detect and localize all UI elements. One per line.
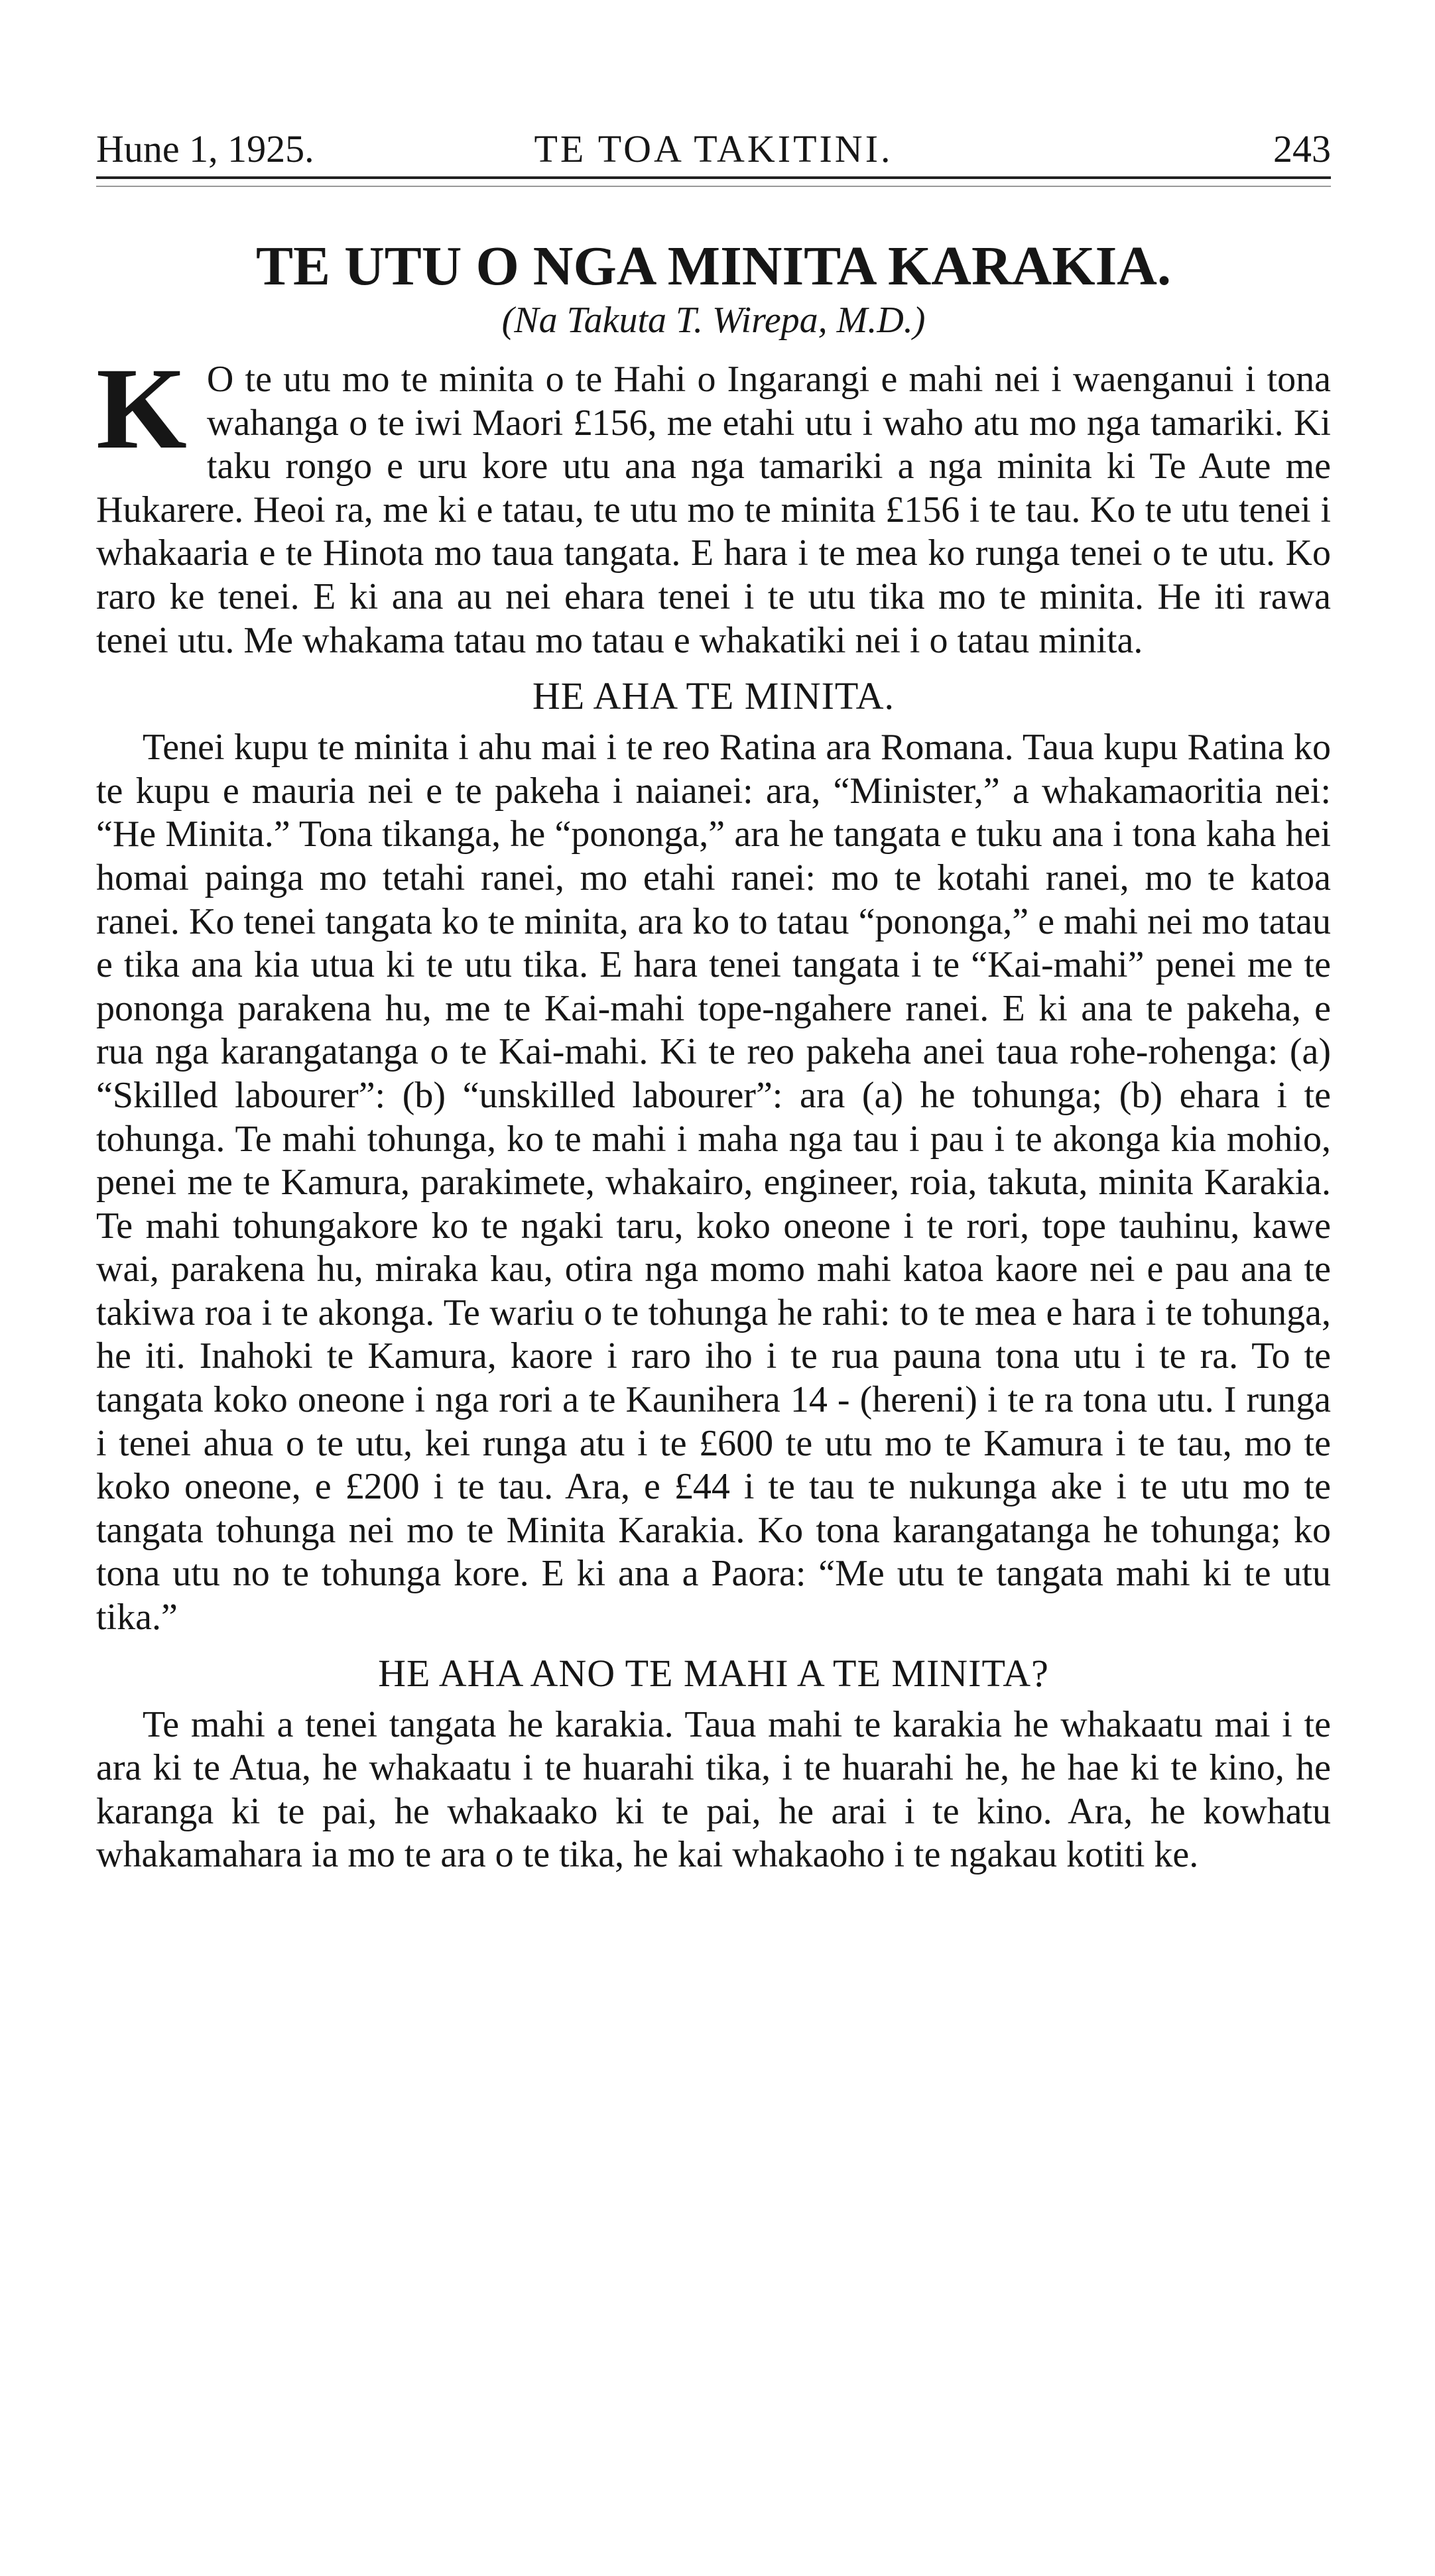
issue-date: Hune 1, 1925. [96, 127, 314, 170]
section-heading: HE AHA TE MINITA. [532, 674, 895, 718]
section-heading: HE AHA ANO TE MAHI A TE MINITA? [378, 1651, 1049, 1695]
article-body [96, 344, 1331, 1877]
running-header [96, 126, 1331, 172]
header-rule-thin [96, 186, 1331, 187]
article-title: TE UTU O NGA MINITA KARAKIA. [256, 235, 1171, 297]
header-rule [96, 176, 1331, 179]
intro-text: O te utu mo te minita o te Hahi o Ingarangi e mahi nei i waenganui i tona wahanga o te iwi Maori £156, me etahi utu i waho atu mo nga tamariki. Ki taku rongo e uru kore utu ana nga tamariki a nga minita ki Te Aute me Hukarere. Heoi ra, me ki e tatau, te utu mo te minita £156 i te tau. Ko te utu tenei i whakaaria e te Hinota mo taua tangata. E hara i te mea ko runga tenei o te utu. Ko raro ke tenei. E ki ana au nei ehara tenei i te utu tika mo te minita. He iti rawa tenei utu. Me whakama tatau mo tatau e whakatiki nei i o tatau minita. [96, 359, 1331, 661]
page-number: 243 [1273, 127, 1331, 170]
section-paragraph: Te mahi a tenei tangata he karakia. Taua mahi te karakia he whakaatu mai i te ara ki te Atua, he whakaatu i te huarahi tika, i te huarahi he, he hae ki te kino, he karanga ki te pai, he whakaako ki te pai, he arai i te kino. Ara, he kowhatu whakamahara ia mo te ara o te tika, he kai whakaoho i te ngakau kotiti ke. [96, 1703, 1331, 1876]
section-paragraph: Tenei kupu te minita i ahu mai i te reo Ratina ara Romana. Taua kupu Ratina ko te kupu e mauria nei e te pakeha i naianei: ara, “Minister,” a whakamaoritia nei: “He Minita.” Tona tikanga, he “pononga,” ara he tangata e tuku ana i tona kaha hei homai painga mo tetahi ranei, mo etahi ranei: mo te kotahi ranei, mo te katoa ranei. Ko tenei tangata ko te minita, ara ko to tatau “pononga,” e mahi nei mo tatau e tika ana kia utua ki te utu tika. E hara tenei tangata i te “Kai-mahi” penei me te pononga parakena hu, me te Kai-mahi tope-ngahere ranei. E ki ana te pakeha, e rua nga karangatanga o te Kai-mahi. Ki te reo pakeha anei taua rohe-rohenga: (a) “Skilled labourer”: (b) “unskilled labourer”: ara (a) he tohunga; (b) ehara i te tohunga. Te mahi tohunga, ko te mahi i maha nga tau i pau i te akonga kia mohio, penei me te Kamura, parakimete, whakairo, engineer, roia, takuta, minita Karakia. Te mahi tohungakore ko te ngaki taru, koko oneone i te rori, tope tauhinu, kawe wai, parakena hu, miraka kau, otira nga momo mahi katoa kaore nei e pau ana te takiwa roa i te akonga. Te wariu o te tohunga he rahi: to te mea e hara i te tohunga, he iti. Inahoki te Kamura, kaore i raro iho i te rua pauna tona utu i te ra. To te tangata koko oneone i nga rori a te Kaunihera 14 - (hereni) i te ra tona utu. I runga i tenei ahua o te utu, kei runga atu i te £600 te utu mo te Kamura i te tau, mo te koko oneone, e £200 i te tau. Ara, e £44 i te tau te nukunga ake i te utu mo te tangata tohunga nei mo te Minita Karakia. Ko tona karangatanga he tohunga; ko tona utu no te tohunga kore. E ki ana a Paora: “Me utu te tangata mahi ki te utu tika.” [96, 727, 1331, 1638]
article-byline: (Na Takuta T. Wirepa, M.D.) [501, 300, 926, 341]
intro-paragraph [96, 344, 1331, 662]
drop-cap: K [96, 344, 187, 473]
journal-title: TE TOA TAKITINI. [534, 127, 893, 170]
